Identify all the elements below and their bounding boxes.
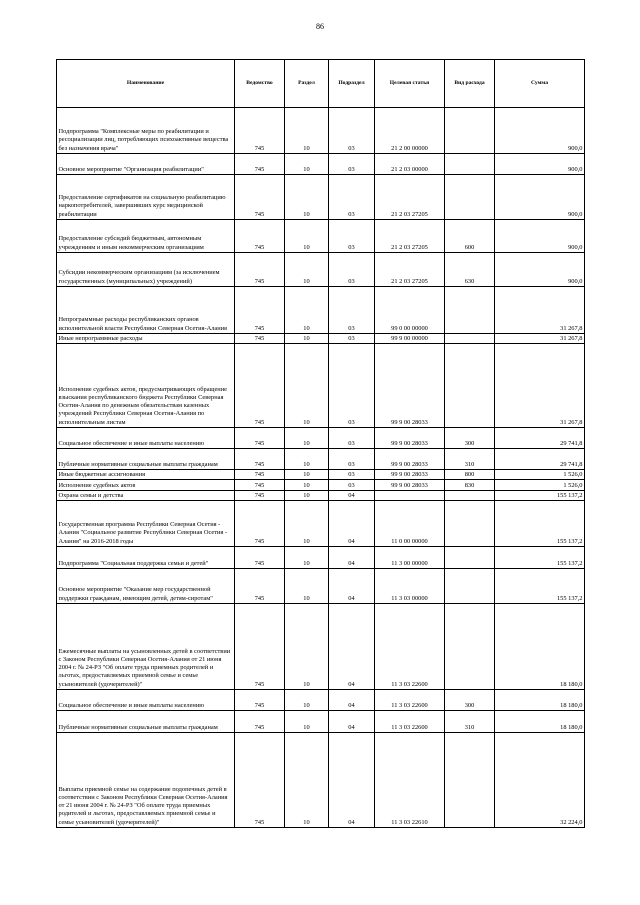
cell-target-article: 99 9 00 28033: [375, 480, 445, 491]
cell-name: Подпрограмма "Комплексные меры по реабилитации и ресоциализации лиц, потребляющих психоактивные вещества без назначения врача": [57, 108, 235, 154]
cell-section: 10: [285, 470, 329, 480]
cell-amount: 31 267,8: [495, 287, 585, 334]
cell-target-article: 99 0 00 00000: [375, 287, 445, 334]
table-row: [57, 480, 585, 491]
cell-subsection: 04: [329, 711, 375, 733]
cell-department: 745: [235, 253, 285, 287]
cell-target-article: 99 9 00 28033: [375, 428, 445, 449]
cell-subsection: 03: [329, 344, 375, 428]
cell-expense-type: 300: [445, 428, 495, 449]
cell-name: Иные непрограммные расходы: [57, 334, 235, 344]
cell-amount: 18 180,0: [495, 690, 585, 711]
cell-name: Публичные нормативные социальные выплаты гражданам: [57, 711, 235, 733]
cell-subsection: 03: [329, 108, 375, 154]
cell-name: Публичные нормативные социальные выплаты гражданам: [57, 449, 235, 470]
col-header-department: Ведомство: [235, 60, 285, 108]
cell-subsection: 03: [329, 220, 375, 253]
cell-amount: 31 267,8: [495, 334, 585, 344]
cell-amount: 155 137,2: [495, 547, 585, 569]
cell-name: Подпрограмма "Социальная поддержка семьи и детей": [57, 547, 235, 569]
cell-expense-type: [445, 733, 495, 828]
table-row: [57, 604, 585, 690]
cell-department: 745: [235, 334, 285, 344]
cell-name: Государственная программа Республики Северная Осетия - Алания "Социальное развитие Республики Северная Осетия - Алания" на 2016-2018 годы: [57, 501, 235, 547]
cell-subsection: 04: [329, 569, 375, 604]
cell-department: 745: [235, 449, 285, 470]
cell-target-article: 11 3 03 22600: [375, 690, 445, 711]
cell-target-article: 11 3 03 00000: [375, 569, 445, 604]
cell-department: 745: [235, 220, 285, 253]
cell-expense-type: [445, 287, 495, 334]
cell-name: Непрограммные расходы республиканских органов исполнительной власти Республики Северная Осетия-Алания: [57, 287, 235, 334]
cell-subsection: 03: [329, 154, 375, 175]
cell-section: 10: [285, 604, 329, 690]
cell-expense-type: [445, 154, 495, 175]
cell-section: 10: [285, 428, 329, 449]
cell-name: Предоставление сертификатов на социальную реабилитацию наркопотребителей, завершивших курс медицинской реабилитации: [57, 175, 235, 220]
cell-subsection: 03: [329, 253, 375, 287]
page-number: 86: [316, 22, 324, 31]
col-header-name: Наименование: [57, 60, 235, 108]
cell-name: Исполнение судебных актов: [57, 480, 235, 491]
cell-expense-type: [445, 491, 495, 501]
cell-target-article: 21 2 03 00000: [375, 154, 445, 175]
table-row: [57, 175, 585, 220]
table-row: [57, 287, 585, 334]
cell-subsection: 03: [329, 287, 375, 334]
cell-amount: 29 741,8: [495, 449, 585, 470]
cell-amount: 29 741,8: [495, 428, 585, 449]
table-row: [57, 569, 585, 604]
cell-expense-type: 830: [445, 480, 495, 491]
cell-amount: 32 224,0: [495, 733, 585, 828]
col-header-section: Раздел: [285, 60, 329, 108]
table-header-row: [57, 60, 585, 108]
cell-section: 10: [285, 108, 329, 154]
cell-section: 10: [285, 569, 329, 604]
cell-subsection: 03: [329, 334, 375, 344]
cell-department: 745: [235, 501, 285, 547]
cell-subsection: 04: [329, 547, 375, 569]
cell-section: 10: [285, 491, 329, 501]
cell-expense-type: [445, 604, 495, 690]
cell-expense-type: [445, 334, 495, 344]
cell-amount: 900,0: [495, 253, 585, 287]
table-row: [57, 428, 585, 449]
cell-target-article: 11 3 03 22600: [375, 604, 445, 690]
cell-name: Охрана семьи и детства: [57, 491, 235, 501]
cell-target-article: 11 0 00 00000: [375, 501, 445, 547]
cell-target-article: 11 3 03 22610: [375, 733, 445, 828]
table-row: [57, 108, 585, 154]
cell-department: 745: [235, 491, 285, 501]
cell-target-article: 11 3 00 00000: [375, 547, 445, 569]
cell-department: 745: [235, 733, 285, 828]
cell-department: 745: [235, 547, 285, 569]
col-header-expense-type: Вид расхода: [445, 60, 495, 108]
table-row: [57, 253, 585, 287]
cell-target-article: 99 9 00 00000: [375, 334, 445, 344]
cell-subsection: 03: [329, 175, 375, 220]
cell-amount: 900,0: [495, 175, 585, 220]
cell-name: Исполнение судебных актов, предусматривающих обращение взыскания республиканского бюджета Республики Северная Осетия-Алания по денежным обязательствам казенных учреждений Республики Северная Осетия-Алания по исполнительным листам: [57, 344, 235, 428]
cell-target-article: 21 2 03 27205: [375, 253, 445, 287]
cell-department: 745: [235, 428, 285, 449]
cell-subsection: 04: [329, 604, 375, 690]
table-row: [57, 501, 585, 547]
cell-section: 10: [285, 154, 329, 175]
cell-name: Предоставление субсидий бюджетным, автономным учреждениям и иным некоммерческим организациям: [57, 220, 235, 253]
cell-subsection: 04: [329, 501, 375, 547]
cell-section: 10: [285, 690, 329, 711]
cell-department: 745: [235, 569, 285, 604]
table-row: [57, 344, 585, 428]
cell-name: Иные бюджетные ассигнования: [57, 470, 235, 480]
cell-amount: 155 137,2: [495, 501, 585, 547]
cell-expense-type: [445, 501, 495, 547]
cell-section: 10: [285, 733, 329, 828]
cell-department: 745: [235, 344, 285, 428]
table-row: [57, 334, 585, 344]
cell-target-article: [375, 491, 445, 501]
cell-name: Социальное обеспечение и иные выплаты населению: [57, 428, 235, 449]
cell-department: 745: [235, 604, 285, 690]
cell-section: 10: [285, 220, 329, 253]
cell-section: 10: [285, 334, 329, 344]
cell-department: 745: [235, 287, 285, 334]
cell-section: 10: [285, 547, 329, 569]
cell-expense-type: 630: [445, 253, 495, 287]
cell-expense-type: 300: [445, 690, 495, 711]
cell-section: 10: [285, 449, 329, 470]
table-row: [57, 220, 585, 253]
cell-department: 745: [235, 175, 285, 220]
cell-expense-type: [445, 108, 495, 154]
cell-amount: 900,0: [495, 220, 585, 253]
table-row: [57, 154, 585, 175]
cell-amount: 1 526,0: [495, 470, 585, 480]
cell-section: 10: [285, 501, 329, 547]
cell-target-article: 21 2 00 00000: [375, 108, 445, 154]
cell-department: 745: [235, 711, 285, 733]
cell-department: 745: [235, 154, 285, 175]
cell-section: 10: [285, 175, 329, 220]
table-row: [57, 491, 585, 501]
table-row: [57, 449, 585, 470]
cell-name: Основное мероприятие "Оказание мер государственной поддержки гражданам, имеющим детей, детям-сиротам": [57, 569, 235, 604]
cell-expense-type: [445, 569, 495, 604]
cell-subsection: 03: [329, 449, 375, 470]
cell-amount: 18 180,0: [495, 604, 585, 690]
col-header-amount: Сумма: [495, 60, 585, 108]
cell-target-article: 11 3 03 22600: [375, 711, 445, 733]
cell-amount: 155 137,2: [495, 569, 585, 604]
table-row: [57, 711, 585, 733]
cell-target-article: 21 2 03 27205: [375, 175, 445, 220]
cell-section: 10: [285, 344, 329, 428]
cell-subsection: 03: [329, 428, 375, 449]
cell-expense-type: [445, 547, 495, 569]
cell-name: Социальное обеспечение и иные выплаты населению: [57, 690, 235, 711]
cell-subsection: 04: [329, 690, 375, 711]
cell-section: 10: [285, 287, 329, 334]
cell-department: 745: [235, 480, 285, 491]
table-row: [57, 547, 585, 569]
cell-subsection: 03: [329, 480, 375, 491]
cell-expense-type: 310: [445, 449, 495, 470]
cell-amount: 155 137,2: [495, 491, 585, 501]
cell-amount: 1 526,0: [495, 480, 585, 491]
cell-expense-type: 800: [445, 470, 495, 480]
cell-name: Выплаты приемной семье на содержание подопечных детей в соответствии с Законом Республики Северная Осетия-Алания от 21 июня 2004 г. № 24-РЗ "Об оплате труда приемных родителей и льготах, предоставляемых приемной семье и семье усыновителей (удочерителей)": [57, 733, 235, 828]
table-row: [57, 733, 585, 828]
cell-name: Основное мероприятие "Организация реабилитации": [57, 154, 235, 175]
cell-amount: 18 180,0: [495, 711, 585, 733]
cell-section: 10: [285, 480, 329, 491]
table-row: [57, 690, 585, 711]
cell-department: 745: [235, 108, 285, 154]
cell-amount: 900,0: [495, 108, 585, 154]
cell-department: 745: [235, 690, 285, 711]
cell-expense-type: 310: [445, 711, 495, 733]
cell-subsection: 04: [329, 491, 375, 501]
cell-expense-type: 600: [445, 220, 495, 253]
table-row: [57, 470, 585, 480]
col-header-target-article: Целевая статья: [375, 60, 445, 108]
budget-table: [56, 59, 585, 828]
col-header-subsection: Подраздел: [329, 60, 375, 108]
cell-department: 745: [235, 470, 285, 480]
cell-subsection: 03: [329, 470, 375, 480]
cell-amount: 31 267,8: [495, 344, 585, 428]
cell-section: 10: [285, 253, 329, 287]
cell-name: Ежемесячные выплаты на усыновленных детей в соответствии с Законом Республики Северная Осетия-Алания от 21 июня 2004 г. № 24-РЗ "Об оплате труда приемных родителей и льготах, предоставляемых приемной семье и семье усыновителей (удочерителей)": [57, 604, 235, 690]
cell-target-article: 99 9 00 28033: [375, 344, 445, 428]
cell-target-article: 99 9 00 28033: [375, 470, 445, 480]
cell-target-article: 21 2 03 27205: [375, 220, 445, 253]
cell-target-article: 99 9 00 28033: [375, 449, 445, 470]
cell-section: 10: [285, 711, 329, 733]
cell-subsection: 04: [329, 733, 375, 828]
table-body: [57, 108, 585, 828]
cell-name: Субсидии некоммерческим организациям (за исключением государственных (муниципальных) учреждений): [57, 253, 235, 287]
cell-amount: 900,0: [495, 154, 585, 175]
cell-expense-type: [445, 175, 495, 220]
cell-expense-type: [445, 344, 495, 428]
